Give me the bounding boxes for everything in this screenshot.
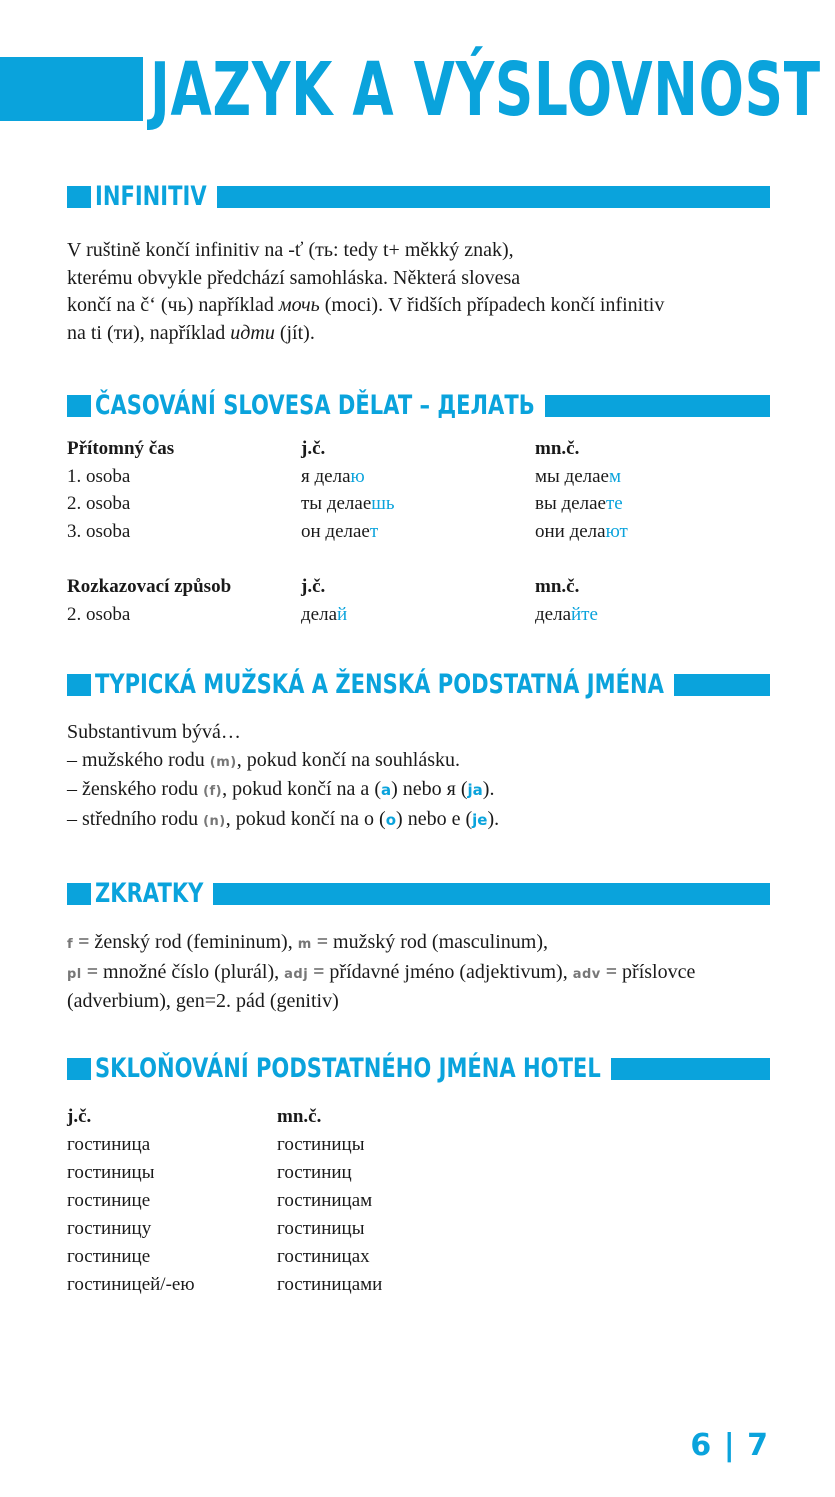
zkratky-text <box>67 929 767 1016</box>
table-row: 3. osoba он делает они делают <box>67 520 628 542</box>
heading-lead-block <box>67 186 91 208</box>
table-row: 2. osoba ты делаешь вы делаете <box>67 493 623 514</box>
infinitiv-text <box>67 237 767 347</box>
heading-bar <box>217 186 770 208</box>
text-line: – mužského rodu (m), pokud končí na souhlásku. <box>67 748 461 771</box>
table-header: Přítomný čas j.č. mn.č. <box>67 438 580 459</box>
heading-lead-block <box>67 883 91 905</box>
section-heading-infinitiv <box>67 183 770 211</box>
text-line: kterému obvykle předchází samohláska. Některá slovesa <box>67 266 521 289</box>
table-row: гостиницей/-ею гостиницами <box>67 1274 383 1295</box>
page-number: 6 | 7 <box>690 1428 769 1463</box>
heading-bar <box>545 395 770 417</box>
table-row: гостиницы гостиниц <box>67 1162 352 1183</box>
title-bar <box>0 57 143 121</box>
rod-text <box>67 719 767 835</box>
text-line: f = ženský rod (femininum), m = mužský rod (masculinum), <box>67 931 549 953</box>
declension-table <box>67 1103 382 1299</box>
table-header: j.č. mn.č. <box>67 1106 322 1127</box>
heading-lead-block <box>67 1058 91 1080</box>
section-heading-sklonovani <box>67 1055 770 1083</box>
example-word: идти <box>230 321 275 344</box>
heading-lead-block <box>67 395 91 417</box>
text-line: – ženského rodu (f), pokud končí na a (a) nebo я (ja). <box>67 778 495 800</box>
table-row: гостиница гостиницы <box>67 1134 365 1155</box>
heading-label: INFINITIV <box>95 181 207 212</box>
page-title: JAZYK A VÝSLOVNOST <box>150 47 821 133</box>
present-tense-table <box>67 435 628 545</box>
table-header: Rozkazovací způsob j.č. mn.č. <box>67 576 580 597</box>
table-row: гостинице гостиницах <box>67 1246 370 1267</box>
heading-label: ČASOVÁNÍ SLOVESA DĚLAT – ДЕЛАТЬ <box>95 390 535 421</box>
section-heading-casovani <box>67 392 770 420</box>
heading-lead-block <box>67 674 91 696</box>
table-row: гостинице гостиницам <box>67 1190 373 1211</box>
heading-bar <box>674 674 770 696</box>
table-row: 2. osoba делай делайте <box>67 603 598 625</box>
heading-label: TYPICKÁ MUŽSKÁ A ŽENSKÁ PODSTATNÁ JMÉNA <box>95 669 664 700</box>
text-line: na ti (ти), například идти (jít). <box>67 321 315 344</box>
heading-label: SKLOŇOVÁNÍ PODSTATNÉHO JMÉNA HOTEL <box>95 1053 601 1084</box>
heading-label: ZKRATKY <box>95 878 204 909</box>
text-line: (adverbium), gen=2. pád (genitiv) <box>67 990 339 1012</box>
section-heading-zkratky <box>67 880 770 908</box>
table-row: гостиницу гостиницы <box>67 1218 365 1239</box>
table-row: 1. osoba я делаю мы делаем <box>67 465 622 487</box>
heading-bar <box>611 1058 770 1080</box>
text-line: Substantivum bývá… <box>67 721 241 743</box>
text-line: – středního rodu (n), pokud končí na o (o) nebo e (je). <box>67 807 500 830</box>
imperative-table <box>67 573 598 628</box>
section-heading-rod <box>67 671 770 699</box>
text-line: V ruštině končí infinitiv na -ť (ть: tedy t+ měkký znak), <box>67 239 514 261</box>
text-line: pl = množné číslo (plurál), adj = přídavné jméno (adjektivum), adv = příslovce <box>67 960 696 983</box>
text-line: končí na č‘ (чь) například мочь (moci). V řidších případech končí infinitiv <box>67 294 665 316</box>
example-word: мочь <box>278 294 320 316</box>
heading-bar <box>213 883 770 905</box>
